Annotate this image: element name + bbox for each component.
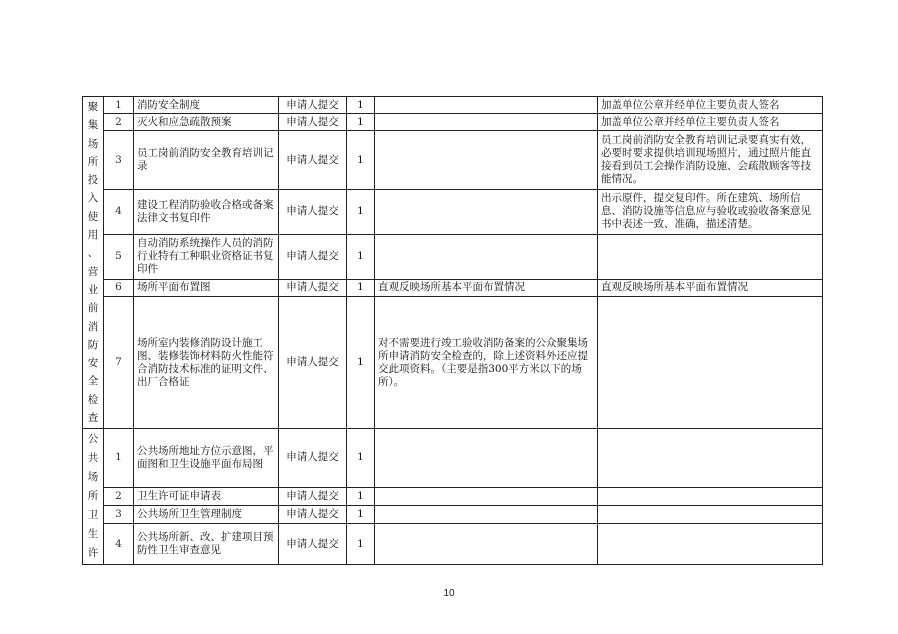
- submit-type: 申请人提交: [279, 189, 347, 234]
- material-name: 场所平面布置图: [134, 279, 279, 296]
- row-number: 4: [104, 189, 134, 234]
- row-number: 7: [104, 296, 134, 429]
- copy-count: 1: [347, 234, 375, 279]
- row-number: 1: [104, 97, 134, 114]
- submit-type: 申请人提交: [279, 234, 347, 279]
- row-number: 1: [104, 429, 134, 487]
- submit-type: 申请人提交: [279, 97, 347, 114]
- remark-cell: [375, 524, 598, 565]
- table-row: [83, 189, 823, 234]
- copy-count: 1: [347, 505, 375, 523]
- requirement-cell: 加盖单位公章并经单位主要负责人签名: [598, 97, 823, 114]
- copy-count: 1: [347, 114, 375, 131]
- table-row: [83, 114, 823, 131]
- table-row: [83, 131, 823, 190]
- row-number: 6: [104, 279, 134, 296]
- table-row: [83, 505, 823, 523]
- requirement-cell: [598, 487, 823, 505]
- remark-cell: 直观反映场所基本平面布置情况: [375, 279, 598, 296]
- submit-type: 申请人提交: [279, 114, 347, 131]
- copy-count: 1: [347, 487, 375, 505]
- remark-cell: [375, 189, 598, 234]
- row-number: 2: [104, 114, 134, 131]
- remark-cell: [375, 487, 598, 505]
- material-name: 场所室内装修消防设计施工图、装修装饰材料防火性能符合消防技术标准的证明文件、出厂合格证: [134, 296, 279, 429]
- table-row: [83, 97, 823, 114]
- requirement-cell: [598, 505, 823, 523]
- submit-type: 申请人提交: [279, 131, 347, 190]
- material-name: 自动消防系统操作人员的消防行业特有工种职业资格证书复印件: [134, 234, 279, 279]
- category-fire-inspection: 聚 集 场 所 投 入 使 用 、 营 业 前 消 防 安 全 检 查: [83, 97, 104, 429]
- requirement-cell: [598, 524, 823, 565]
- submit-type: 申请人提交: [279, 429, 347, 487]
- material-name: 公共场所卫生管理制度: [134, 505, 279, 523]
- submit-type: 申请人提交: [279, 487, 347, 505]
- requirement-cell: 直观反映场所基本平面布置情况: [598, 279, 823, 296]
- row-number: 4: [104, 524, 134, 565]
- requirement-cell: [598, 296, 823, 429]
- submit-type: 申请人提交: [279, 505, 347, 523]
- remark-cell: [375, 234, 598, 279]
- requirement-cell: 加盖单位公章并经单位主要负责人签名: [598, 114, 823, 131]
- table-row: [83, 524, 823, 565]
- material-name: 公共场所新、改、扩建项目预防性卫生审查意见: [134, 524, 279, 565]
- remark-cell: [375, 97, 598, 114]
- remark-cell: [375, 114, 598, 131]
- requirement-cell: 出示原件，提交复印件。所在建筑、场所信息、消防设施等信息应与验收或验收备案意见书中表述一致、准确，描述清楚。: [598, 189, 823, 234]
- row-number: 5: [104, 234, 134, 279]
- table-row: [83, 279, 823, 296]
- material-name: 卫生许可证申请表: [134, 487, 279, 505]
- copy-count: 1: [347, 279, 375, 296]
- requirement-cell: 员工岗前消防安全教育培训记录要真实有效，必要时要求提供培训现场照片，通过照片能直接看到员工会操作消防设施、会疏散顾客等技能情况。: [598, 131, 823, 190]
- copy-count: 1: [347, 524, 375, 565]
- material-name: 员工岗前消防安全教育培训记录: [134, 131, 279, 190]
- row-number: 3: [104, 505, 134, 523]
- row-number: 3: [104, 131, 134, 190]
- table-row: [83, 429, 823, 487]
- submit-type: 申请人提交: [279, 296, 347, 429]
- copy-count: 1: [347, 296, 375, 429]
- copy-count: 1: [347, 131, 375, 190]
- row-number: 2: [104, 487, 134, 505]
- remark-cell: [375, 429, 598, 487]
- copy-count: 1: [347, 97, 375, 114]
- copy-count: 1: [347, 429, 375, 487]
- table-row: [83, 487, 823, 505]
- category-health-permit: 公 共 场 所 卫 生 许: [83, 429, 104, 565]
- table-row: [83, 234, 823, 279]
- material-name: 建设工程消防验收合格或备案法律文书复印件: [134, 189, 279, 234]
- material-name: 消防安全制度: [134, 97, 279, 114]
- remark-cell: [375, 505, 598, 523]
- submit-type: 申请人提交: [279, 524, 347, 565]
- remark-cell: 对不需要进行竣工验收消防备案的公众聚集场所申请消防安全检查的，除上述资料外还应提交此项资料。（主要是指300平方米以下的场所）。: [375, 296, 598, 429]
- remark-cell: [375, 131, 598, 190]
- copy-count: 1: [347, 189, 375, 234]
- requirement-cell: [598, 429, 823, 487]
- material-name: 灭火和应急疏散预案: [134, 114, 279, 131]
- table-row: [83, 296, 823, 429]
- page-number: 10: [443, 588, 455, 599]
- materials-table: [82, 96, 823, 565]
- requirement-cell: [598, 234, 823, 279]
- material-name: 公共场所地址方位示意图，平面图和卫生设施平面布局图: [134, 429, 279, 487]
- submit-type: 申请人提交: [279, 279, 347, 296]
